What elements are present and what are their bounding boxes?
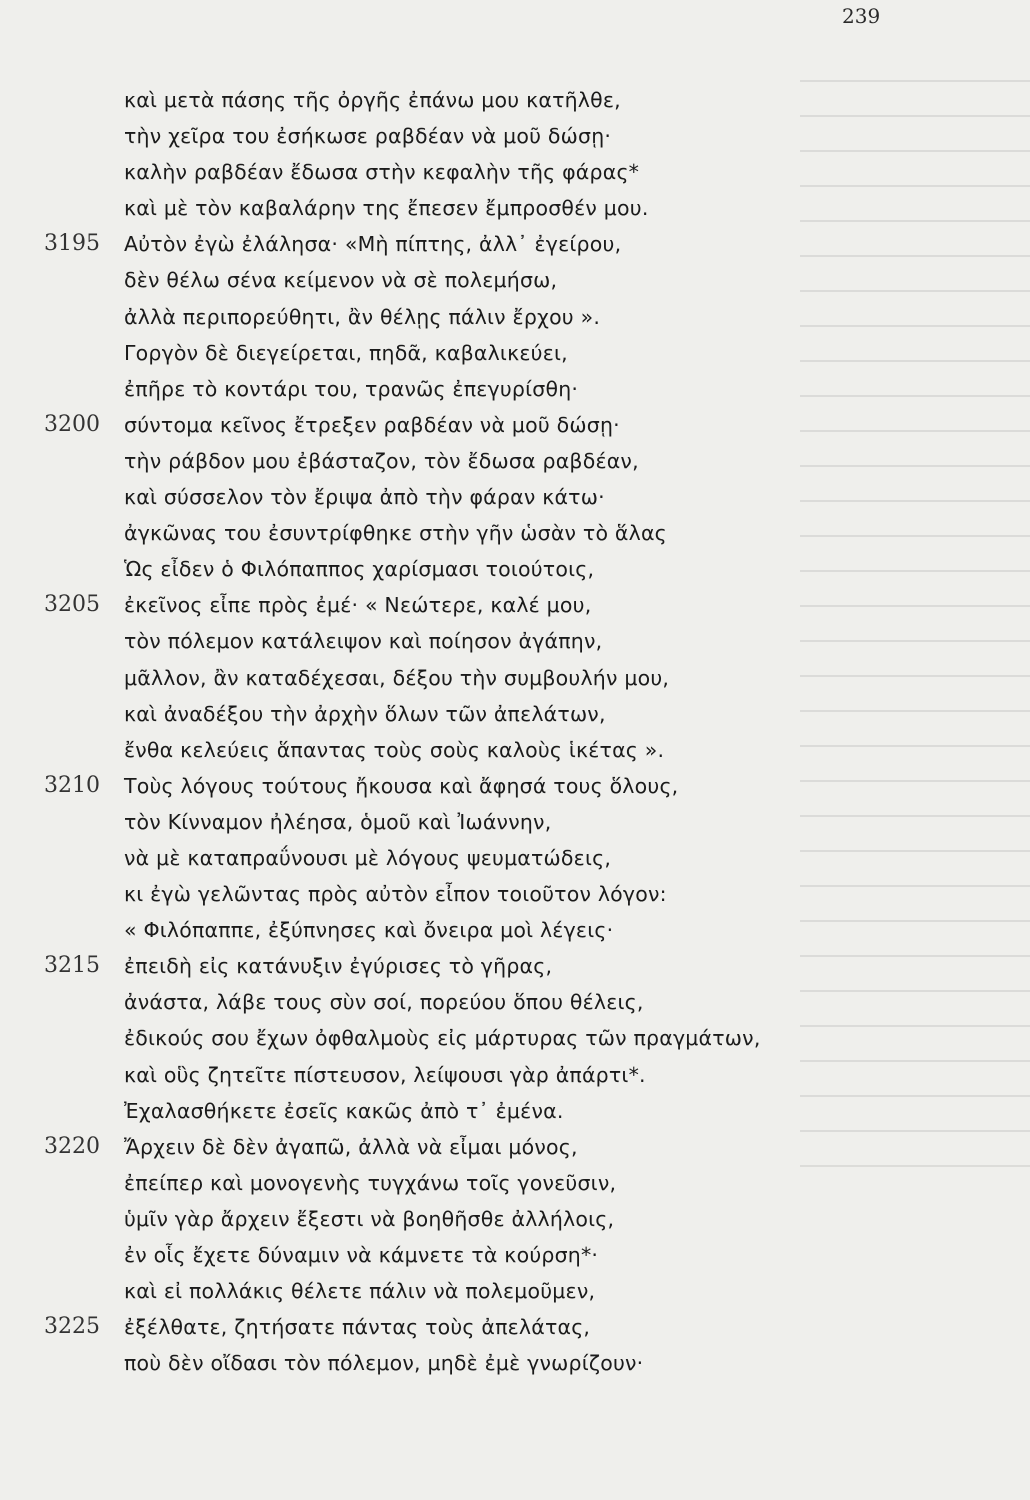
verse-line [0, 1097, 1030, 1133]
line-number: 3195 [44, 231, 100, 257]
verse-line [0, 483, 1030, 519]
verse-line [0, 952, 1030, 988]
poem-text [0, 86, 1030, 1385]
verse-text: ἐκεῖνος εἶπε πρὸς ἐμέ· « Νεώτερε, καλέ μου, [124, 593, 592, 618]
verse-line [0, 772, 1030, 808]
verse-text: Ἐχαλασθήκετε ἐσεῖς κακῶς ἀπὸ τ᾽ ἐμένα. [124, 1098, 564, 1123]
verse-text: νὰ μὲ καταπραΰνουσι μὲ λόγους ψευματώδεις, [124, 845, 612, 870]
verse-line [0, 808, 1030, 844]
verse-line [0, 339, 1030, 375]
verse-text: τὸν πόλεμον κατάλειψον καὶ ποίησον ἀγάπην, [124, 629, 603, 654]
verse-text: ἐξέλθατε, ζητήσατε πάντας τοὺς ἀπελάτας, [124, 1315, 591, 1340]
verse-text: ἐπειδὴ εἰς κατάνυξιν ἐγύρισες τὸ γῆρας, [124, 954, 553, 979]
page-number: 239 [842, 4, 881, 28]
line-number: 3210 [44, 772, 100, 798]
line-number: 3215 [44, 953, 100, 979]
verse-line [0, 1169, 1030, 1205]
verse-text: ἀλλὰ περιπορεύθητι, ἂν θέλῃς πάλιν ἔρχου ». [124, 304, 601, 329]
verse-line [0, 230, 1030, 266]
verse-line [0, 736, 1030, 772]
verse-line [0, 266, 1030, 302]
line-number: 3205 [44, 592, 100, 618]
verse-line [0, 1133, 1030, 1169]
verse-text: καὶ ἀναδέξου τὴν ἀρχὴν ὅλων τῶν ἀπελάτων, [124, 701, 606, 726]
verse-text: ἐδικούς σου ἔχων ὀφθαλμοὺς εἰς μάρτυρας τῶν πραγμάτων, [124, 1026, 761, 1051]
verse-text: Αὐτὸν ἐγὼ ἐλάλησα· «Μὴ πίπτης, ἀλλ᾽ ἐγείρου, [124, 232, 622, 257]
verse-text: ποὺ δὲν οἴδασι τὸν πόλεμον, μηδὲ ἐμὲ γνωρίζουν· [124, 1351, 644, 1376]
line-number: 3200 [44, 411, 100, 437]
verse-text: καὶ εἰ πολλάκις θέλετε πάλιν νὰ πολεμοῦμεν, [124, 1279, 596, 1304]
line-number: 3220 [44, 1133, 100, 1159]
verse-text: καὶ οὓς ζητεῖτε πίστευσον, λείψουσι γὰρ ἀπάρτι*. [124, 1062, 646, 1087]
verse-text: καὶ μὲ τὸν καβαλάρην της ἔπεσεν ἔμπροσθέν μου. [124, 196, 649, 221]
verse-line [0, 664, 1030, 700]
verse-text: Τοὺς λόγους τούτους ἤκουσα καὶ ἄφησά τους ὅλους, [124, 773, 679, 798]
verse-text: τὸν Κίνναμον ἠλέησα, ὁμοῦ καὶ Ἰωάννην, [124, 809, 552, 834]
verse-text: τὴν χεῖρα του ἐσήκωσε ραβδέαν νὰ μοῦ δώσῃ· [124, 124, 612, 149]
verse-line [0, 158, 1030, 194]
verse-line [0, 1061, 1030, 1097]
verse-text: δὲν θέλω σένα κείμενον νὰ σὲ πολεμήσω, [124, 268, 558, 293]
verse-line [0, 1349, 1030, 1385]
verse-text: Ὡς εἶδεν ὁ Φιλόπαππος χαρίσμασι τοιούτοις, [124, 557, 595, 582]
line-number: 3225 [44, 1314, 100, 1340]
verse-text: καὶ σύσσελον τὸν ἔριψα ἀπὸ τὴν φάραν κάτω· [124, 485, 605, 510]
verse-text: ἐπείπερ καὶ μονογενὴς τυγχάνω τοῖς γονεῦσιν, [124, 1170, 617, 1195]
verse-text: ἐν οἷς ἔχετε δύναμιν νὰ κάμνετε τὰ κούρση*· [124, 1243, 599, 1267]
verse-line [0, 303, 1030, 339]
verse-line [0, 1241, 1030, 1277]
verse-text: ἔνθα κελεύεις ἅπαντας τοὺς σοὺς καλοὺς ἱκέτας ». [124, 737, 665, 762]
verse-text: « Φιλόπαππε, ἐξύπνησες καὶ ὄνειρα μοὶ λέγεις· [124, 918, 614, 943]
verse-line [0, 988, 1030, 1024]
verse-text: μᾶλλον, ἂν καταδέχεσαι, δέξου τὴν συμβουλήν μου, [124, 665, 670, 690]
verse-text: Γοργὸν δὲ διεγείρεται, πηδᾶ, καβαλικεύει, [124, 340, 568, 365]
verse-line [0, 700, 1030, 736]
verse-line [0, 375, 1030, 411]
verse-line [0, 519, 1030, 555]
verse-text: Ἄρχειν δὲ δὲν ἀγαπῶ, ἀλλὰ νὰ εἶμαι μόνος, [124, 1134, 578, 1159]
verse-text: τὴν ράβδον μου ἐβάσταζον, τὸν ἔδωσα ραβδέαν, [124, 448, 639, 473]
verse-line [0, 1205, 1030, 1241]
verse-line [0, 880, 1030, 916]
verse-line [0, 1024, 1030, 1060]
verse-line [0, 1277, 1030, 1313]
verse-text: σύντομα κεῖνος ἔτρεξεν ραβδέαν νὰ μοῦ δώσῃ· [124, 412, 620, 437]
verse-line [0, 844, 1030, 880]
verse-text: ἐπῆρε τὸ κοντάρι του, τρανῶς ἐπεγυρίσθη· [124, 376, 579, 401]
verse-text: ἀγκῶνας του ἐσυντρίφθηκε στὴν γῆν ὡσὰν τὸ ἅλας [124, 521, 667, 546]
verse-line [0, 194, 1030, 230]
verse-line [0, 411, 1030, 447]
verse-line [0, 916, 1030, 952]
verse-line [0, 122, 1030, 158]
verse-line [0, 447, 1030, 483]
verse-text: κι ἐγὼ γελῶντας πρὸς αὐτὸν εἶπον τοιοῦτον λόγον: [124, 882, 667, 907]
verse-line [0, 1313, 1030, 1349]
verse-line [0, 591, 1030, 627]
verse-text: καὶ μετὰ πάσης τῆς ὀργῆς ἐπάνω μου κατῆλθε, [124, 88, 621, 112]
verse-text: ὑμῖν γὰρ ἄρχειν ἔξεστι νὰ βοηθῆσθε ἀλλήλοις, [124, 1206, 615, 1231]
verse-text: ἀνάστα, λάβε τους σὺν σοί, πορεύου ὅπου θέλεις, [124, 990, 644, 1015]
verse-line [0, 627, 1030, 663]
verse-text: καλὴν ραβδέαν ἔδωσα στὴν κεφαλὴν τῆς φάρας* [124, 160, 640, 185]
verse-line [0, 86, 1030, 122]
verse-line [0, 555, 1030, 591]
